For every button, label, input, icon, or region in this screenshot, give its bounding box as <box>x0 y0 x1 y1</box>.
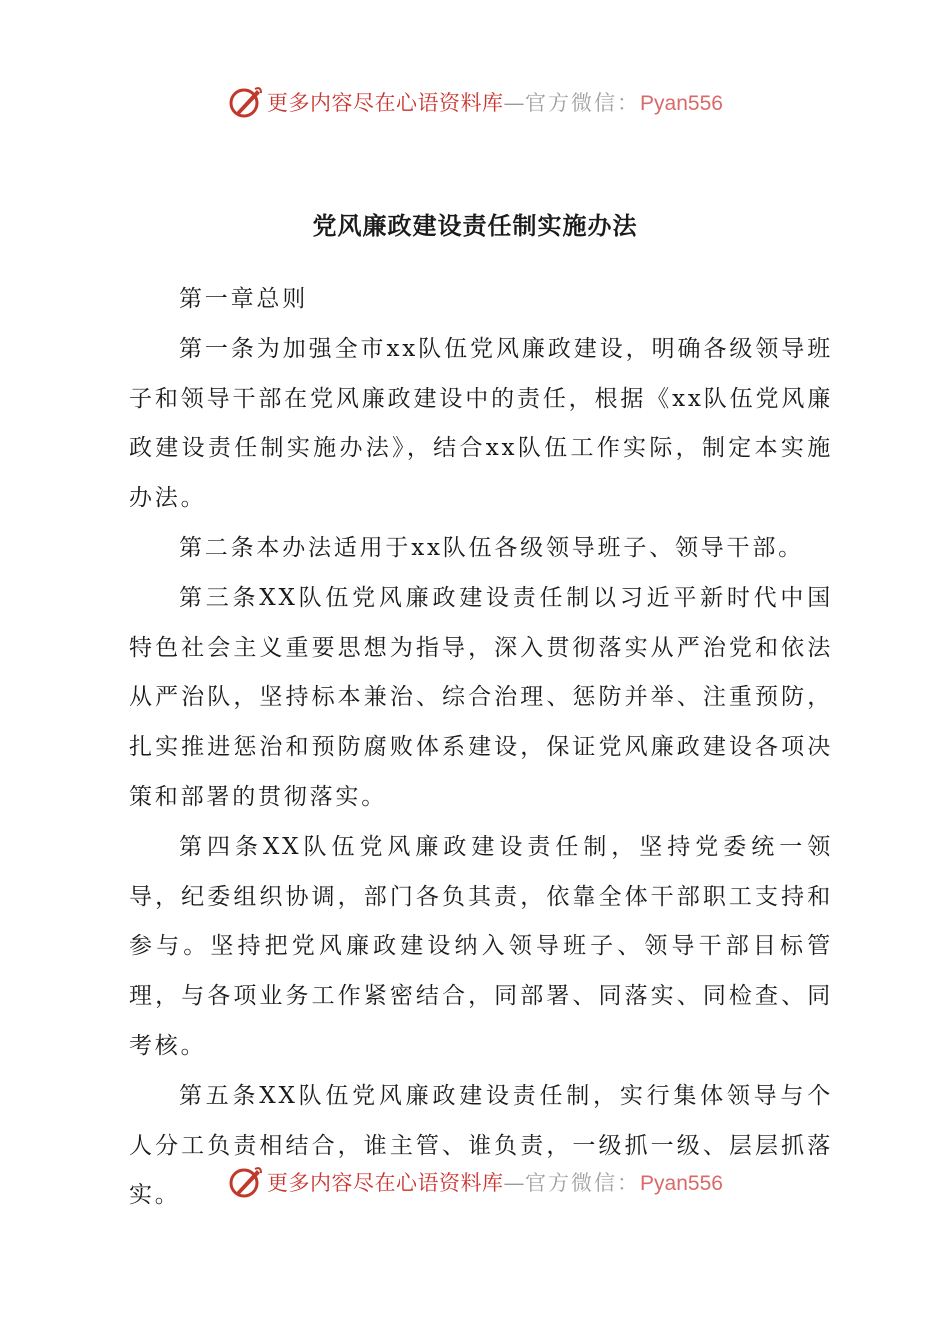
watermark-separator: — <box>503 91 526 115</box>
watermark-site-text: 更多内容尽在心语资料库 <box>267 91 504 115</box>
watermark-site-text: 更多内容尽在心语资料库 <box>267 1171 504 1195</box>
footer-watermark <box>0 1162 950 1202</box>
watermark-text <box>267 87 723 117</box>
watermark-wechat-id: Pyan556 <box>640 92 723 115</box>
quill-pen-logo-icon <box>227 84 263 120</box>
document-title: 党风廉政建设责任制实施办法 <box>312 211 638 240</box>
document-body <box>129 275 833 1221</box>
watermark-wechat-label: 官方微信： <box>525 91 641 115</box>
watermark-separator: — <box>503 1171 526 1195</box>
watermark-wechat-id: Pyan556 <box>640 1172 723 1195</box>
watermark-wechat-label: 官方微信： <box>525 1171 641 1195</box>
header-watermark <box>0 82 950 122</box>
article-paragraph: 第三条XX队伍党风廉政建设责任制以习近平新时代中国特色社会主义重要思想为指导，深入贯彻落实从严治党和依法从严治队，坚持标本兼治、综合治理、惩防并举、注重预防，扎实推进惩治和预防腐败体系建设，保证党风廉政建设各项决策和部署的贯彻落实。 <box>129 584 833 810</box>
watermark-text <box>267 1167 723 1197</box>
article-paragraph: 第五条XX队伍党风廉政建设责任制，实行集体领导与个人分工负责相结合，谁主管、谁负责，一级抓一级、层层抓落实。 <box>129 1082 833 1209</box>
article-paragraph: 第四条XX队伍党风廉政建设责任制，坚持党委统一领导，纪委组织协调，部门各负其责，依靠全体干部职工支持和参与。坚持把党风廉政建设纳入领导班子、领导干部目标管理，与各项业务工作紧密结合，同部署、同落实、同检查、同考核。 <box>129 833 833 1059</box>
quill-pen-logo-icon <box>227 1164 263 1200</box>
article-paragraph: 第一条为加强全市xx队伍党风廉政建设，明确各级领导班子和领导干部在党风廉政建设中的责任，根据《xx队伍党风廉政建设责任制实施办法》，结合xx队伍工作实际，制定本实施办法。 <box>129 335 833 512</box>
article-paragraph: 第二条本办法适用于xx队伍各级领导班子、领导干部。 <box>179 534 804 561</box>
chapter-heading: 第一章总则 <box>179 286 308 312</box>
